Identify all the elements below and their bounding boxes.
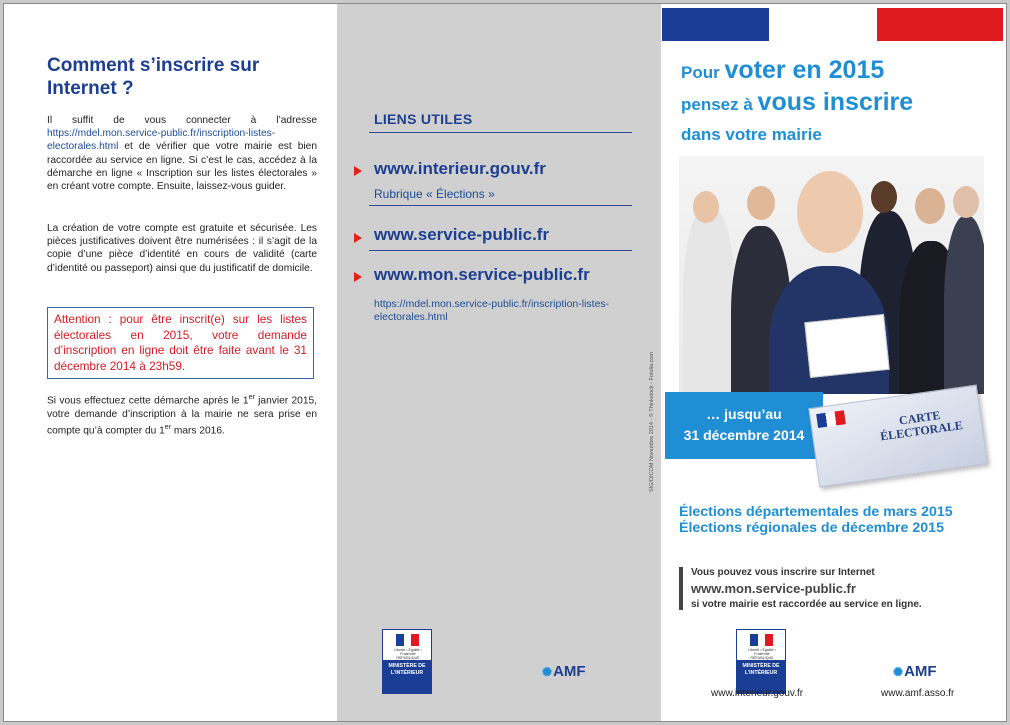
ministry-logo: Liberté • Égalité • Fraternité RÉPUBLIQUE MINISTÈRE DE L’INTÉRIEUR [736,629,786,694]
cover-slogan: Pour voter en 2015 pensez à vous inscrire dans votre mairie [681,56,914,144]
divider [369,250,632,251]
amf-logo: ✺AMF [542,663,586,680]
red-arrow-icon [354,166,362,176]
red-arrow-icon [354,272,362,282]
divider [369,205,632,206]
flag-red-band [877,8,1003,41]
ministry-logo: Liberté • Égalité • Fraternité RÉPUBLIQUE MINISTÈRE DE L’INTÉRIEUR [382,629,432,694]
cover-photo [679,156,984,394]
link-service-public[interactable]: www.service-public.fr [374,225,550,244]
panel1-paragraph-3: Si vous effectuez cette démarche après le 1er janvier 2015, votre demande d’inscription à la mairie ne sera prise en compte qu’à compter du 1er mars 2016. [47,394,317,437]
amf-burst-icon: ✺ [542,665,553,679]
panel1-paragraph-2: La création de votre compte est gratuite et sécurisée. Les pièces justificatives doivent être numérisées : il s’agit de la copie d’une pièce d’identité en cours de validité (carte d’identité ou passeport) ainsi que du justificatif de domicile. [47,223,317,274]
brochure-sheet [3,3,1007,722]
flag-blue-band [662,8,769,41]
warning-box: Attention : pour être inscrit(e) sur les listes électorales en 2015, votre demande d’inscription en ligne doit être faite avant le 31 décembre 2014 à 23h59. [47,307,314,379]
mdel-url[interactable]: https://mdel.mon.service-public.fr/inscription-listes-electorales.html [374,298,610,323]
divider [369,132,632,133]
print-credit: SIG/DICOM Novembre 2014 - © Thinkstock - Fotolia.com [649,352,655,492]
panel1-title: Comment s’inscrire sur Internet ? [47,55,260,99]
panel-middle [337,4,661,721]
flag-icon [816,410,846,428]
ministry-url[interactable]: www.interieur.gouv.fr [711,688,804,699]
mdel-link[interactable]: https://mdel.mon.service-public.fr/inscription-listes-electorales.html [47,128,276,153]
link-interieur[interactable]: www.interieur.gouv.fr [374,159,546,178]
red-arrow-icon [354,233,362,243]
amf-logo: ✺AMF [893,663,937,680]
internet-info: Vous pouvez vous inscrire sur Internet www.mon.service-public.fr si votre mairie est raccordée au service en ligne. [679,567,922,610]
amf-url[interactable]: www.amf.asso.fr [881,688,955,699]
link-mon-service-public[interactable]: www.mon.service-public.fr [374,265,590,284]
panel-left [4,4,337,721]
elections-title: Élections départementales de mars 2015 Élections régionales de décembre 2015 [679,504,953,536]
useful-links-heading: LIENS UTILES [374,111,473,127]
mon-service-public-link[interactable]: www.mon.service-public.fr [691,581,856,596]
deadline-banner: … jusqu’au 31 décembre 2014 [665,392,823,459]
voter-card-image: CARTE ÉLECTORALE [808,385,987,488]
amf-burst-icon: ✺ [893,665,904,679]
panel-cover [661,4,1007,721]
panel1-paragraph-1: Il suffit de vous connecter à l’adresse https://mdel.mon.service-public.fr/inscription-listes-electorales.html et de vérifier que votre mairie est bien raccordée au service en ligne. Si c’est le cas, accédez à la démarche en ligne « Inscription sur les listes électorales » en créant votre compte. Ensuite, laissez-vous guider. [47,115,317,193]
link-interieur-subtitle: Rubrique « Élections » [374,187,495,201]
